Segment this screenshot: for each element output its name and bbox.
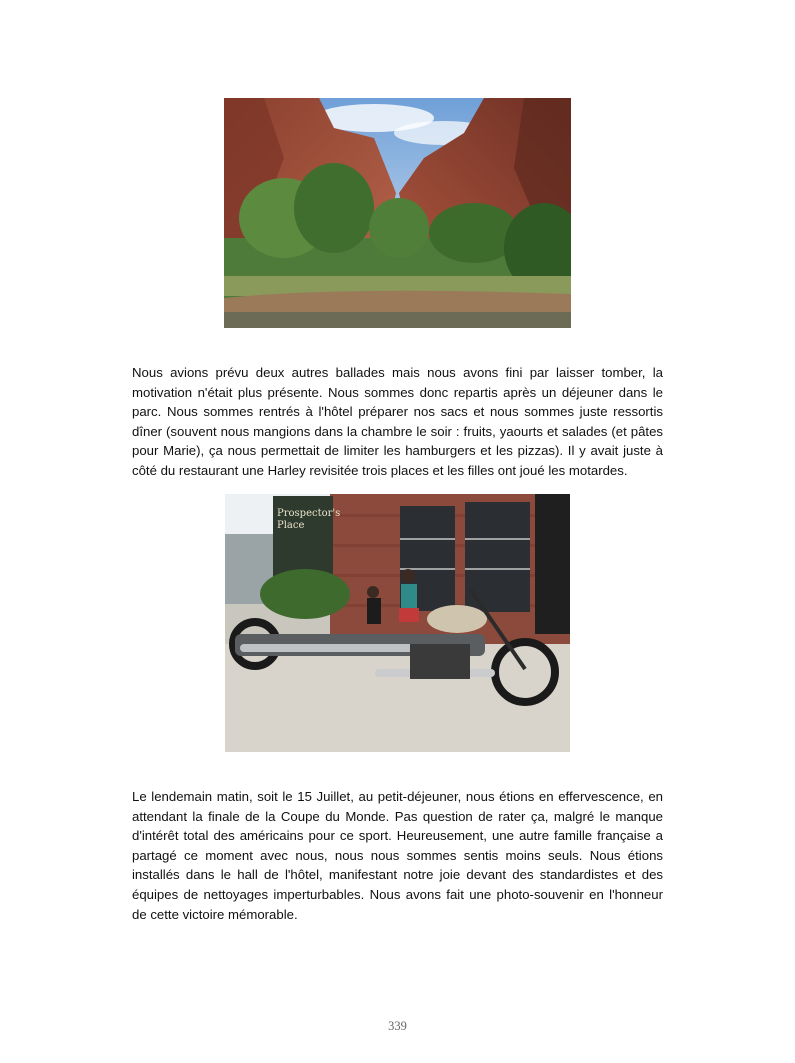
- sign-text-line1: Prospector's: [277, 508, 341, 519]
- canyon-photo: [224, 98, 571, 328]
- motorcycle-photo-image: [225, 494, 570, 752]
- motorcycle-photo: [225, 494, 570, 752]
- paragraph-evening: Nous avions prévu deux autres ballades mais nous avons fini par laisser tomber, la motivation n'était plus présente. Nous sommes donc repartis après un déjeuner dans le parc. Nous sommes rentrés à l'hôtel préparer nos sacs et nous sommes juste ressortis dîner (souvent nous mangions dans la chambre le soir : fruits, yaourts et salades (et pâtes pour Marie), ça nous permettait de limiter les hamburgers et les pizzas). Il y avait juste à côté du restaurant une Harley revisitée trois places et les filles ont joué les motardes.: [132, 365, 663, 478]
- canyon-photo-image: [224, 98, 571, 328]
- page-number: 339: [388, 1019, 407, 1033]
- paragraph-world-cup: Le lendemain matin, soit le 15 Juillet, au petit-déjeuner, nous étions en effervescence, en attendant la finale de la Coupe du Monde. Pas question de rater ça, malgré le manque d'intérêt total des américains pour ce sport. Heureusement, une autre famille française a partagé ce moment avec nous, nous nous sommes sentis moins seuls. Nous étions installés dans le hall de l'hôtel, manifestant notre joie devant des standardistes et des équipes de nettoyages imperturbables. Nous avons fait une photo-souvenir en l'honneur de cette victoire mémorable.: [132, 789, 663, 922]
- sign-text-line2: Place: [277, 520, 305, 531]
